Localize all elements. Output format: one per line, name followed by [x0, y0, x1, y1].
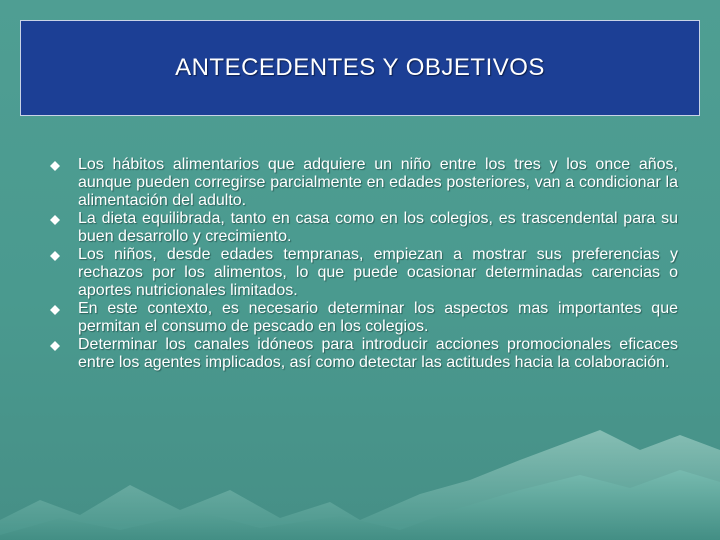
bullet-text: La dieta equilibrada, tanto en casa como en los colegios, es trascendental para su buen desarrollo y crecimiento. [78, 210, 678, 245]
slide-title: ANTECEDENTES Y OBJETIVOS [175, 54, 545, 81]
bullet-text: Los hábitos alimentarios que adquiere un niño entre los tres y los once años, aunque pueden corregirse parcialmente en edades posteriores, van a condicionar la alimentación del adulto. [78, 156, 678, 209]
bullet-item [48, 246, 678, 300]
bullet-item [48, 336, 678, 372]
bullet-text: Determinar los canales idóneos para introducir acciones promocionales eficaces entre los agentes implicados, así como detectar las actitudes hacia la colaboración. [78, 336, 678, 371]
bullet-item [48, 210, 678, 246]
title-box [20, 20, 700, 116]
diamond-bullet-icon [50, 161, 60, 171]
bullet-item [48, 300, 678, 336]
mountain-background [0, 390, 720, 540]
diamond-bullet-icon [50, 305, 60, 315]
diamond-bullet-icon [50, 251, 60, 261]
bullet-text: Los niños, desde edades tempranas, empiezan a mostrar sus preferencias y rechazos por los alimentos, lo que puede ocasionar determinadas carencias o aportes nutricionales limitados. [78, 246, 678, 299]
bullet-text: En este contexto, es necesario determinar los aspectos mas importantes que permitan el consumo de pescado en los colegios. [78, 300, 678, 335]
diamond-bullet-icon [50, 215, 60, 225]
bullet-item [48, 156, 678, 210]
diamond-bullet-icon [50, 341, 60, 351]
bullet-list [48, 156, 678, 372]
